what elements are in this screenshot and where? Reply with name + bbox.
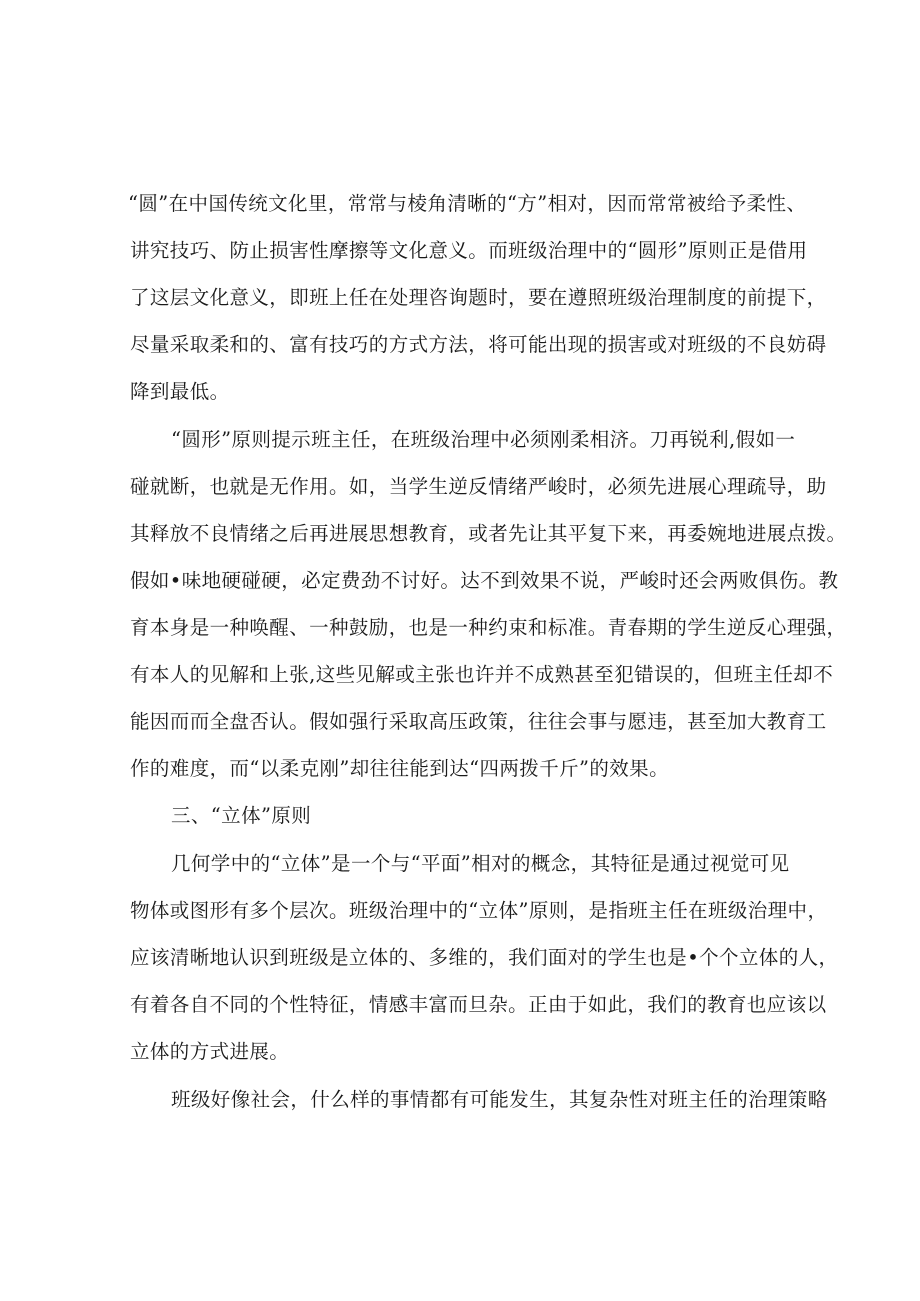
text-line: 几何学中的“立体”是一个与“平面”相对的概念，其特征是通过视觉可见 [171,852,790,875]
text-line: 讲究技巧、防止损害性摩擦等文化意义。而班级治理中的“圆形”原则正是借用 [130,239,808,262]
text-line: 物体或图形有多个层次。班级治理中的“立体”原则，是指班主任在班级治理中， [130,899,828,922]
text-line: 班级好像社会，什么样的事情都有可能发生，其复杂性对班主任的治理策略 [171,1088,828,1111]
text-line: 碰就断，也就是无作用。如，当学生逆反情绪严峻时，必须先进展心理疏导，助 [130,475,827,498]
text-line: 了这层文化意义，即班上任在处理咨询题时，要在遵照班级治理制度的前提下， [130,286,827,309]
text-line: 育本身是一种唤醒、一种鼓励，也是一种约束和标准。青春期的学生逆反心理强， [130,616,847,639]
text-line: 应该清晰地认识到班级是立体的、多维的，我们面对的学生也是•个个立体的人， [130,946,839,969]
section-heading: 三、“立体”原则 [171,804,312,827]
text-line: 能因而而全盘否认。假如强行采取高压政策，往往会事与愿违，甚至加大教育工 [130,710,827,733]
text-line: 降到最低。 [130,380,230,403]
text-line: 尽量采取柔和的、富有技巧的方式方法，将可能出现的损害或对班级的不良妨碍 [130,333,827,356]
text-line: 作的难度，而“以柔克刚”却往往能到达“四两拨千斤”的效果。 [130,757,669,780]
text-line: 立体的方式进展。 [130,1040,290,1063]
text-line: 有本人的见解和上张,这些见解或主张也许并不成熟甚至犯错误的，但班主任却不 [130,663,834,686]
text-line: 假如•味地硬碰硬，必定费劲不讨好。达不到效果不说，严峻时还会两败俱伤。教 [130,569,839,592]
text-line: 有着各自不同的个性特征，情感丰富而旦杂。正由于如此，我们的教育也应该以 [130,993,827,1016]
text-line: “圆”在中国传统文化里，常常与棱角清晰的“方”相对，因而常常被给予柔性、 [128,192,807,215]
text-line: 其释放不良情绪之后再进展思想教育，或者先让其平复下来，再委婉地进展点拨。 [130,522,847,545]
text-line: “圆形”原则提示班主任，在班级治理中必须刚柔相济。刀再锐利,假如一 [171,428,796,451]
